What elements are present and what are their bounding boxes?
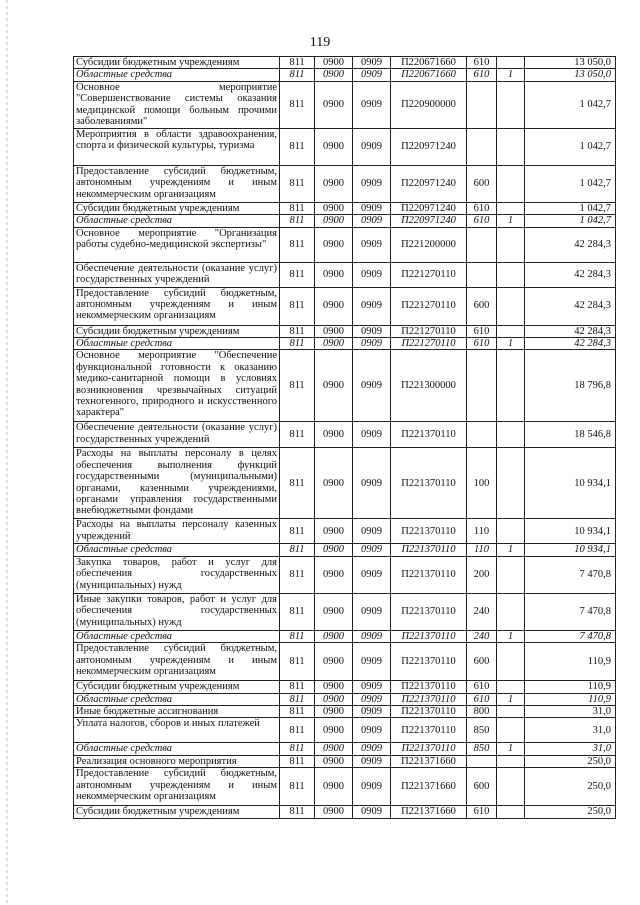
row-name: Субсидии бюджетным учреждениям bbox=[74, 202, 280, 214]
row-name: Субсидии бюджетным учреждениям bbox=[74, 806, 280, 818]
row-target-article: П221300000 bbox=[391, 350, 467, 422]
row-ved-code: 811 bbox=[280, 681, 315, 693]
table-row bbox=[74, 350, 616, 422]
row-section-code: 0900 bbox=[315, 544, 353, 556]
row-expense-type bbox=[467, 128, 497, 165]
row-subsection-code: 0909 bbox=[353, 630, 391, 642]
row-amount: 1 042,7 bbox=[525, 128, 616, 165]
row-ved-code: 811 bbox=[280, 128, 315, 165]
table-row bbox=[74, 81, 616, 128]
row-amount: 110,9 bbox=[525, 643, 616, 681]
table-row bbox=[74, 718, 616, 743]
row-ved-code: 811 bbox=[280, 338, 315, 350]
row-name: Основное мероприятие "Совершенствование системы оказания медицинской помощи больным прочими заболеваниями" bbox=[74, 81, 280, 128]
row-expense-type: 100 bbox=[467, 448, 497, 519]
row-source-code bbox=[497, 448, 525, 519]
row-name: Реализация основного мероприятия bbox=[74, 755, 280, 767]
row-source-code bbox=[497, 81, 525, 128]
row-name: Обеспечение деятельности (оказание услуг) государственных учреждений bbox=[74, 262, 280, 287]
row-target-article: П221370110 bbox=[391, 422, 467, 448]
table-row bbox=[74, 681, 616, 693]
row-expense-type bbox=[467, 81, 497, 128]
row-section-code: 0900 bbox=[315, 422, 353, 448]
row-source-code bbox=[497, 350, 525, 422]
row-ved-code: 811 bbox=[280, 718, 315, 743]
row-ved-code: 811 bbox=[280, 325, 315, 337]
row-expense-type bbox=[467, 227, 497, 262]
row-ved-code: 811 bbox=[280, 768, 315, 806]
row-section-code: 0900 bbox=[315, 806, 353, 818]
row-amount: 13 050,0 bbox=[525, 57, 616, 69]
row-target-article: П221371660 bbox=[391, 768, 467, 806]
row-ved-code: 811 bbox=[280, 755, 315, 767]
row-section-code: 0900 bbox=[315, 128, 353, 165]
row-subsection-code: 0909 bbox=[353, 325, 391, 337]
row-target-article: П221371660 bbox=[391, 755, 467, 767]
row-source-code: 1 bbox=[497, 743, 525, 755]
row-expense-type: 200 bbox=[467, 556, 497, 593]
row-expense-type: 240 bbox=[467, 593, 497, 630]
row-source-code: 1 bbox=[497, 338, 525, 350]
row-target-article: П221370110 bbox=[391, 448, 467, 519]
row-section-code: 0900 bbox=[315, 448, 353, 519]
row-section-code: 0900 bbox=[315, 693, 353, 705]
table-row bbox=[74, 325, 616, 337]
row-section-code: 0900 bbox=[315, 202, 353, 214]
row-amount: 1 042,7 bbox=[525, 215, 616, 227]
row-target-article: П221370110 bbox=[391, 743, 467, 755]
row-name: Закупка товаров, работ и услуг для обеспечения государственных (муниципальных) нужд bbox=[74, 556, 280, 593]
row-subsection-code: 0909 bbox=[353, 755, 391, 767]
row-name: Субсидии бюджетным учреждениям bbox=[74, 681, 280, 693]
row-ved-code: 811 bbox=[280, 69, 315, 81]
row-source-code: 1 bbox=[497, 693, 525, 705]
row-ved-code: 811 bbox=[280, 643, 315, 681]
row-source-code bbox=[497, 165, 525, 202]
row-target-article: П221370110 bbox=[391, 706, 467, 718]
table-row bbox=[74, 806, 616, 818]
row-subsection-code: 0909 bbox=[353, 593, 391, 630]
row-name: Обеспечение деятельности (оказание услуг) государственных учреждений bbox=[74, 422, 280, 448]
row-name: Областные средства bbox=[74, 544, 280, 556]
row-subsection-code: 0909 bbox=[353, 350, 391, 422]
row-source-code bbox=[497, 325, 525, 337]
row-target-article: П221370110 bbox=[391, 519, 467, 544]
row-amount: 18 796,8 bbox=[525, 350, 616, 422]
row-amount: 31,0 bbox=[525, 706, 616, 718]
row-source-code: 1 bbox=[497, 630, 525, 642]
row-source-code: 1 bbox=[497, 215, 525, 227]
row-section-code: 0900 bbox=[315, 519, 353, 544]
row-name: Уплата налогов, сборов и иных платежей bbox=[74, 718, 280, 743]
table-row bbox=[74, 57, 616, 69]
row-target-article: П221200000 bbox=[391, 227, 467, 262]
row-target-article: П221370110 bbox=[391, 556, 467, 593]
row-section-code: 0900 bbox=[315, 81, 353, 128]
row-ved-code: 811 bbox=[280, 544, 315, 556]
row-target-article: П220900000 bbox=[391, 81, 467, 128]
row-ved-code: 811 bbox=[280, 227, 315, 262]
row-expense-type: 600 bbox=[467, 643, 497, 681]
row-expense-type: 850 bbox=[467, 743, 497, 755]
row-amount: 1 042,7 bbox=[525, 81, 616, 128]
budget-table bbox=[73, 56, 616, 819]
row-target-article: П221270110 bbox=[391, 338, 467, 350]
row-source-code: 1 bbox=[497, 544, 525, 556]
row-amount: 7 470,8 bbox=[525, 593, 616, 630]
row-ved-code: 811 bbox=[280, 706, 315, 718]
row-subsection-code: 0909 bbox=[353, 681, 391, 693]
row-amount: 250,0 bbox=[525, 755, 616, 767]
row-source-code bbox=[497, 718, 525, 743]
row-amount: 250,0 bbox=[525, 806, 616, 818]
table-row bbox=[74, 743, 616, 755]
table-row bbox=[74, 768, 616, 806]
row-ved-code: 811 bbox=[280, 693, 315, 705]
row-subsection-code: 0909 bbox=[353, 165, 391, 202]
row-name: Областные средства bbox=[74, 69, 280, 81]
row-amount: 31,0 bbox=[525, 743, 616, 755]
row-amount: 1 042,7 bbox=[525, 165, 616, 202]
table-row bbox=[74, 165, 616, 202]
row-source-code bbox=[497, 202, 525, 214]
row-name: Областные средства bbox=[74, 693, 280, 705]
row-section-code: 0900 bbox=[315, 350, 353, 422]
row-target-article: П221371660 bbox=[391, 806, 467, 818]
row-name: Областные средства bbox=[74, 630, 280, 642]
row-target-article: П220671660 bbox=[391, 57, 467, 69]
row-amount: 42 284,3 bbox=[525, 325, 616, 337]
row-expense-type: 610 bbox=[467, 325, 497, 337]
row-source-code bbox=[497, 519, 525, 544]
row-target-article: П221370110 bbox=[391, 681, 467, 693]
row-expense-type: 610 bbox=[467, 202, 497, 214]
row-expense-type: 610 bbox=[467, 338, 497, 350]
row-source-code bbox=[497, 706, 525, 718]
row-subsection-code: 0909 bbox=[353, 806, 391, 818]
row-target-article: П220971240 bbox=[391, 215, 467, 227]
row-target-article: П220671660 bbox=[391, 69, 467, 81]
row-source-code bbox=[497, 57, 525, 69]
row-expense-type: 610 bbox=[467, 693, 497, 705]
row-section-code: 0900 bbox=[315, 743, 353, 755]
table-row bbox=[74, 643, 616, 681]
row-ved-code: 811 bbox=[280, 422, 315, 448]
row-amount: 110,9 bbox=[525, 693, 616, 705]
row-section-code: 0900 bbox=[315, 69, 353, 81]
row-source-code bbox=[497, 422, 525, 448]
row-section-code: 0900 bbox=[315, 706, 353, 718]
row-ved-code: 811 bbox=[280, 743, 315, 755]
row-amount: 7 470,8 bbox=[525, 630, 616, 642]
row-section-code: 0900 bbox=[315, 643, 353, 681]
row-name: Предоставление субсидий бюджетным, автономным учреждениям и иным некоммерческим организациям bbox=[74, 287, 280, 325]
row-subsection-code: 0909 bbox=[353, 215, 391, 227]
row-name: Расходы на выплаты персоналу казенных учреждений bbox=[74, 519, 280, 544]
row-section-code: 0900 bbox=[315, 227, 353, 262]
row-ved-code: 811 bbox=[280, 519, 315, 544]
row-ved-code: 811 bbox=[280, 806, 315, 818]
row-ved-code: 811 bbox=[280, 165, 315, 202]
row-amount: 10 934,1 bbox=[525, 448, 616, 519]
row-target-article: П221270110 bbox=[391, 325, 467, 337]
row-name: Предоставление субсидий бюджетным, автономным учреждениям и иным некоммерческим организациям bbox=[74, 768, 280, 806]
row-expense-type: 800 bbox=[467, 706, 497, 718]
table-row bbox=[74, 693, 616, 705]
row-expense-type: 610 bbox=[467, 681, 497, 693]
row-source-code bbox=[497, 755, 525, 767]
table-row bbox=[74, 556, 616, 593]
row-ved-code: 811 bbox=[280, 593, 315, 630]
row-source-code bbox=[497, 593, 525, 630]
row-ved-code: 811 bbox=[280, 262, 315, 287]
row-target-article: П221370110 bbox=[391, 718, 467, 743]
row-subsection-code: 0909 bbox=[353, 81, 391, 128]
table-row bbox=[74, 338, 616, 350]
row-name: Областные средства bbox=[74, 215, 280, 227]
row-ved-code: 811 bbox=[280, 448, 315, 519]
row-amount: 1 042,7 bbox=[525, 202, 616, 214]
row-amount: 42 284,3 bbox=[525, 287, 616, 325]
row-subsection-code: 0909 bbox=[353, 422, 391, 448]
row-subsection-code: 0909 bbox=[353, 57, 391, 69]
table-row bbox=[74, 706, 616, 718]
row-name: Основное мероприятие "Обеспечение функциональной готовности к оказанию медико-санитарной помощи в условиях возникновения чрезвычайных ситуаций техногенного, природного и искусственного характера" bbox=[74, 350, 280, 422]
row-ved-code: 811 bbox=[280, 630, 315, 642]
row-section-code: 0900 bbox=[315, 630, 353, 642]
row-subsection-code: 0909 bbox=[353, 448, 391, 519]
row-section-code: 0900 bbox=[315, 718, 353, 743]
row-name: Предоставление субсидий бюджетным, автономным учреждениям и иным некоммерческим организациям bbox=[74, 643, 280, 681]
row-name: Субсидии бюджетным учреждениям bbox=[74, 57, 280, 69]
row-expense-type: 610 bbox=[467, 806, 497, 818]
row-subsection-code: 0909 bbox=[353, 706, 391, 718]
row-target-article: П221370110 bbox=[391, 630, 467, 642]
row-ved-code: 811 bbox=[280, 350, 315, 422]
table-row bbox=[74, 69, 616, 81]
row-source-code: 1 bbox=[497, 69, 525, 81]
row-section-code: 0900 bbox=[315, 768, 353, 806]
row-name: Основное мероприятие "Организация работы судебно-медицинской экспертизы" bbox=[74, 227, 280, 262]
row-subsection-code: 0909 bbox=[353, 262, 391, 287]
row-expense-type: 610 bbox=[467, 69, 497, 81]
row-subsection-code: 0909 bbox=[353, 556, 391, 593]
row-name: Предоставление субсидий бюджетным, автономным учреждениям и иным некоммерческим организациям bbox=[74, 165, 280, 202]
row-amount: 10 934,1 bbox=[525, 519, 616, 544]
table-row bbox=[74, 544, 616, 556]
row-ved-code: 811 bbox=[280, 57, 315, 69]
table-body bbox=[74, 57, 616, 819]
row-subsection-code: 0909 bbox=[353, 743, 391, 755]
row-expense-type: 240 bbox=[467, 630, 497, 642]
row-subsection-code: 0909 bbox=[353, 69, 391, 81]
row-section-code: 0900 bbox=[315, 287, 353, 325]
row-subsection-code: 0909 bbox=[353, 287, 391, 325]
row-expense-type: 610 bbox=[467, 215, 497, 227]
row-source-code bbox=[497, 643, 525, 681]
row-section-code: 0900 bbox=[315, 681, 353, 693]
row-target-article: П221270110 bbox=[391, 287, 467, 325]
row-source-code bbox=[497, 768, 525, 806]
row-target-article: П221270110 bbox=[391, 262, 467, 287]
row-amount: 7 470,8 bbox=[525, 556, 616, 593]
row-target-article: П221370110 bbox=[391, 593, 467, 630]
row-source-code bbox=[497, 806, 525, 818]
row-expense-type: 850 bbox=[467, 718, 497, 743]
row-amount: 13 050,0 bbox=[525, 69, 616, 81]
row-subsection-code: 0909 bbox=[353, 202, 391, 214]
row-amount: 10 934,1 bbox=[525, 544, 616, 556]
row-subsection-code: 0909 bbox=[353, 768, 391, 806]
row-name: Иные бюджетные ассигнования bbox=[74, 706, 280, 718]
row-source-code bbox=[497, 287, 525, 325]
row-section-code: 0900 bbox=[315, 215, 353, 227]
table-row bbox=[74, 262, 616, 287]
row-ved-code: 811 bbox=[280, 202, 315, 214]
row-subsection-code: 0909 bbox=[353, 693, 391, 705]
row-name: Областные средства bbox=[74, 743, 280, 755]
row-section-code: 0900 bbox=[315, 262, 353, 287]
row-expense-type bbox=[467, 350, 497, 422]
row-expense-type bbox=[467, 422, 497, 448]
row-source-code bbox=[497, 681, 525, 693]
table-row bbox=[74, 630, 616, 642]
row-ved-code: 811 bbox=[280, 287, 315, 325]
row-section-code: 0900 bbox=[315, 325, 353, 337]
table-row bbox=[74, 422, 616, 448]
row-target-article: П221370110 bbox=[391, 544, 467, 556]
row-section-code: 0900 bbox=[315, 338, 353, 350]
table-row bbox=[74, 215, 616, 227]
row-subsection-code: 0909 bbox=[353, 128, 391, 165]
row-ved-code: 811 bbox=[280, 81, 315, 128]
row-amount: 42 284,3 bbox=[525, 227, 616, 262]
row-name: Иные закупки товаров, работ и услуг для обеспечения государственных (муниципальных) нужд bbox=[74, 593, 280, 630]
row-name: Областные средства bbox=[74, 338, 280, 350]
row-subsection-code: 0909 bbox=[353, 643, 391, 681]
row-amount: 250,0 bbox=[525, 768, 616, 806]
row-amount: 42 284,3 bbox=[525, 262, 616, 287]
row-name: Расходы на выплаты персоналу в целях обеспечения выполнения функций государственными (муниципальными) органами, казенными учреждениями, органами управления государственными внебюджетными фондами bbox=[74, 448, 280, 519]
row-source-code bbox=[497, 556, 525, 593]
row-ved-code: 811 bbox=[280, 556, 315, 593]
row-subsection-code: 0909 bbox=[353, 544, 391, 556]
row-amount: 110,9 bbox=[525, 681, 616, 693]
page-number: 119 bbox=[309, 35, 331, 50]
row-section-code: 0900 bbox=[315, 556, 353, 593]
row-section-code: 0900 bbox=[315, 165, 353, 202]
row-amount: 18 546,8 bbox=[525, 422, 616, 448]
row-expense-type bbox=[467, 755, 497, 767]
row-name: Субсидии бюджетным учреждениям bbox=[74, 325, 280, 337]
row-target-article: П221370110 bbox=[391, 643, 467, 681]
row-expense-type: 600 bbox=[467, 165, 497, 202]
row-target-article: П220971240 bbox=[391, 202, 467, 214]
table-row bbox=[74, 128, 616, 165]
row-source-code bbox=[497, 262, 525, 287]
row-section-code: 0900 bbox=[315, 57, 353, 69]
row-expense-type: 600 bbox=[467, 768, 497, 806]
row-source-code bbox=[497, 227, 525, 262]
row-section-code: 0900 bbox=[315, 593, 353, 630]
row-expense-type: 110 bbox=[467, 519, 497, 544]
row-source-code bbox=[497, 128, 525, 165]
scan-edge bbox=[6, 0, 8, 905]
table-row bbox=[74, 593, 616, 630]
table-row bbox=[74, 287, 616, 325]
row-expense-type: 600 bbox=[467, 287, 497, 325]
table-row bbox=[74, 448, 616, 519]
row-ved-code: 811 bbox=[280, 215, 315, 227]
row-amount: 42 284,3 bbox=[525, 338, 616, 350]
row-section-code: 0900 bbox=[315, 755, 353, 767]
row-expense-type: 610 bbox=[467, 57, 497, 69]
row-name: Мероприятия в области здравоохранения, спорта и физической культуры, туризма bbox=[74, 128, 280, 165]
row-subsection-code: 0909 bbox=[353, 519, 391, 544]
table-row bbox=[74, 227, 616, 262]
row-target-article: П220971240 bbox=[391, 128, 467, 165]
table-row bbox=[74, 755, 616, 767]
row-subsection-code: 0909 bbox=[353, 227, 391, 262]
row-target-article: П221370110 bbox=[391, 693, 467, 705]
row-amount: 31,0 bbox=[525, 718, 616, 743]
row-subsection-code: 0909 bbox=[353, 338, 391, 350]
row-expense-type bbox=[467, 262, 497, 287]
table-row bbox=[74, 202, 616, 214]
row-expense-type: 110 bbox=[467, 544, 497, 556]
row-target-article: П220971240 bbox=[391, 165, 467, 202]
table-row bbox=[74, 519, 616, 544]
row-subsection-code: 0909 bbox=[353, 718, 391, 743]
